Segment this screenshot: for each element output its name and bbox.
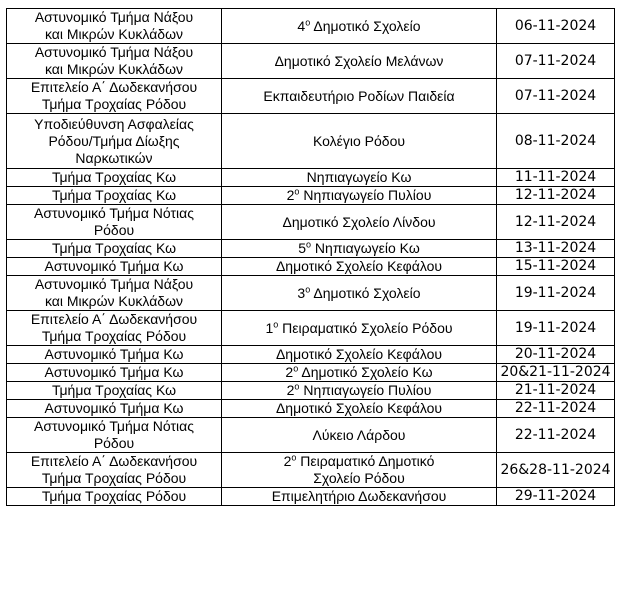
date-cell: 19-11-2024 bbox=[497, 311, 615, 346]
school-cell bbox=[222, 205, 497, 240]
police-unit-cell bbox=[7, 276, 222, 311]
police-unit-cell bbox=[7, 114, 222, 169]
police-unit-cell bbox=[7, 240, 222, 258]
date-cell: 06-11-2024 bbox=[497, 9, 615, 44]
date-cell: 07-11-2024 bbox=[497, 79, 615, 114]
school-cell bbox=[222, 346, 497, 364]
date-cell: 26&28-11-2024 bbox=[497, 453, 615, 488]
school-name-text: Δημοτικό Σχολείο Κω bbox=[298, 364, 433, 380]
police-unit-line: Αστυνομικό Τμήμα Νάξου bbox=[34, 276, 194, 292]
school-name bbox=[225, 320, 493, 337]
police-unit-line: Επιτελείο Α΄ Δωδεκανήσου bbox=[30, 453, 198, 469]
police-unit-cell bbox=[7, 346, 222, 364]
date-cell: 12-11-2024 bbox=[497, 187, 615, 205]
school-name bbox=[225, 382, 493, 399]
school-name bbox=[225, 285, 493, 302]
school-cell bbox=[222, 9, 497, 44]
school-name bbox=[225, 240, 493, 257]
school-ordinal-suffix: ο bbox=[294, 381, 300, 392]
school-cell bbox=[222, 240, 497, 258]
school-ordinal-number: 2 bbox=[286, 382, 295, 398]
table-row bbox=[7, 418, 615, 453]
date-cell: 11-11-2024 bbox=[497, 169, 615, 187]
school-cell bbox=[222, 44, 497, 79]
police-unit-line: Ναρκωτικών bbox=[75, 149, 153, 166]
police-unit-line: Τμήμα Τροχαίας Ρόδου bbox=[41, 328, 187, 344]
school-name-text: Επιμελητήριο Δωδεκανήσου bbox=[271, 488, 447, 504]
police-unit-cell bbox=[7, 418, 222, 453]
schedule-table bbox=[6, 8, 615, 506]
table-row bbox=[7, 400, 615, 418]
police-unit-line: Τμήμα Τροχαίας Ρόδου bbox=[41, 96, 187, 112]
police-unit-line: και Μικρών Κυκλάδων bbox=[44, 61, 184, 77]
school-ordinal-suffix: ο bbox=[291, 452, 297, 463]
table-row bbox=[7, 276, 615, 311]
police-unit-line: Αστυνομικό Τμήμα Κω bbox=[44, 400, 184, 416]
date-cell: 08-11-2024 bbox=[497, 114, 615, 169]
school-name bbox=[225, 214, 493, 231]
table-row bbox=[7, 346, 615, 364]
school-cell bbox=[222, 382, 497, 400]
police-unit-line: Τμήμα Τροχαίας Κω bbox=[51, 382, 177, 398]
school-ordinal-suffix: ο bbox=[273, 318, 279, 329]
table-row bbox=[7, 453, 615, 488]
school-name-text: Εκπαιδευτήριο Ροδίων Παιδεία bbox=[263, 87, 455, 104]
police-unit-line: και Μικρών Κυκλάδων bbox=[44, 26, 184, 42]
school-ordinal-number: 2 bbox=[285, 364, 294, 380]
police-unit-line: Ρόδου/Τμήμα Δίωξης bbox=[48, 132, 180, 149]
date-cell: 21-11-2024 bbox=[497, 382, 615, 400]
school-name bbox=[225, 53, 493, 70]
date-cell: 15-11-2024 bbox=[497, 258, 615, 276]
school-ordinal-number: 1 bbox=[265, 319, 274, 336]
table-row bbox=[7, 169, 615, 187]
police-unit-line: Αστυνομικό Τμήμα Κω bbox=[44, 346, 184, 362]
school-name-text: Δημοτικό Σχολείο Κεφάλου bbox=[275, 400, 443, 416]
school-name bbox=[225, 488, 493, 505]
school-name-text: Νηπιαγωγείο Πυλίου bbox=[299, 187, 432, 203]
table-row bbox=[7, 205, 615, 240]
police-unit-line: Αστυνομικό Τμήμα Κω bbox=[44, 258, 184, 274]
police-unit-line: Τμήμα Τροχαίας Κω bbox=[51, 187, 177, 203]
police-unit-line: Τμήμα Τροχαίας Ρόδου bbox=[41, 488, 187, 504]
table-row bbox=[7, 258, 615, 276]
school-name-text: Πειραματικό Σχολείο Ρόδου bbox=[278, 319, 453, 336]
school-name-text: Δημοτικό Σχολείο bbox=[310, 284, 421, 301]
date-cell: 19-11-2024 bbox=[497, 276, 615, 311]
date-cell: 29-11-2024 bbox=[497, 488, 615, 506]
school-name-text: Νηπιαγωγείο Κω bbox=[306, 169, 412, 185]
school-name bbox=[225, 453, 493, 470]
school-name-text: Δημοτικό Σχολείο Μελάνων bbox=[274, 52, 444, 69]
police-unit-line: Τμήμα Τροχαίας Ρόδου bbox=[41, 470, 187, 486]
date-cell: 22-11-2024 bbox=[497, 400, 615, 418]
police-unit-line: Αστυνομικό Τμήμα Κω bbox=[44, 364, 184, 380]
school-name-text: Δημοτικό Σχολείο Κεφάλου bbox=[275, 258, 443, 274]
police-unit-cell bbox=[7, 9, 222, 44]
school-name bbox=[225, 400, 493, 417]
school-cell bbox=[222, 364, 497, 382]
police-unit-line: Αστυνομικό Τμήμα Νότιας bbox=[34, 205, 194, 221]
school-name-text: Λύκειο Λάρδου bbox=[312, 426, 406, 443]
school-name-text: Νηπιαγωγείο Κω bbox=[311, 240, 420, 256]
police-unit-line: Τμήμα Τροχαίας Κω bbox=[51, 240, 177, 256]
school-name-text: Κολέγιο Ρόδου bbox=[312, 132, 406, 149]
date-cell: 20&21-11-2024 bbox=[497, 364, 615, 382]
police-unit-line: Επιτελείο Α΄ Δωδεκανήσου bbox=[30, 311, 198, 327]
police-unit-cell bbox=[7, 258, 222, 276]
police-unit-cell bbox=[7, 205, 222, 240]
table-row bbox=[7, 382, 615, 400]
school-name bbox=[225, 364, 493, 381]
schedule-table-body bbox=[7, 9, 615, 506]
date-cell: 07-11-2024 bbox=[497, 44, 615, 79]
school-name bbox=[225, 346, 493, 363]
table-row bbox=[7, 240, 615, 258]
police-unit-line: Επιτελείο Α΄ Δωδεκανήσου bbox=[30, 79, 198, 95]
school-cell bbox=[222, 276, 497, 311]
school-name-text: Δημοτικό Σχολείο Λίνδου bbox=[282, 213, 436, 230]
school-ordinal-number: 2 bbox=[283, 453, 292, 469]
police-unit-cell bbox=[7, 169, 222, 187]
school-name-text: Δημοτικό Σχολείο Κεφάλου bbox=[275, 346, 443, 362]
date-cell: 13-11-2024 bbox=[497, 240, 615, 258]
school-ordinal-number: 3 bbox=[297, 284, 306, 301]
school-cell bbox=[222, 311, 497, 346]
school-ordinal-suffix: ο bbox=[306, 239, 312, 250]
school-name bbox=[225, 187, 493, 204]
table-row bbox=[7, 311, 615, 346]
police-unit-cell bbox=[7, 382, 222, 400]
police-unit-line: Αστυνομικό Τμήμα Νότιας bbox=[34, 418, 194, 434]
police-unit-cell bbox=[7, 44, 222, 79]
school-ordinal-suffix: ο bbox=[294, 186, 300, 197]
police-unit-line: Τμήμα Τροχαίας Κω bbox=[51, 169, 177, 185]
school-name bbox=[225, 133, 493, 150]
school-name-text: Νηπιαγωγείο Πυλίου bbox=[299, 382, 432, 398]
police-unit-line: Αστυνομικό Τμήμα Νάξου bbox=[34, 9, 194, 25]
table-row bbox=[7, 187, 615, 205]
school-ordinal-suffix: ο bbox=[305, 16, 311, 27]
table-row bbox=[7, 364, 615, 382]
school-ordinal-number: 5 bbox=[298, 240, 307, 256]
table-row bbox=[7, 79, 615, 114]
table-row bbox=[7, 488, 615, 506]
school-name bbox=[225, 18, 493, 35]
school-name-text: Πειραματικό Δημοτικό bbox=[296, 453, 435, 469]
police-unit-line: Αστυνομικό Τμήμα Νάξου bbox=[34, 44, 194, 60]
police-unit-line: και Μικρών Κυκλάδων bbox=[44, 293, 184, 309]
school-cell bbox=[222, 79, 497, 114]
police-unit-line: Ρόδου bbox=[93, 435, 135, 451]
school-cell bbox=[222, 187, 497, 205]
table-row bbox=[7, 9, 615, 44]
school-name-text: Δημοτικό Σχολείο bbox=[310, 17, 421, 34]
school-cell bbox=[222, 258, 497, 276]
police-unit-cell bbox=[7, 453, 222, 488]
table-row bbox=[7, 44, 615, 79]
police-unit-line: Υποδιεύθυνση Ασφαλείας bbox=[34, 115, 194, 132]
police-unit-cell bbox=[7, 400, 222, 418]
police-unit-cell bbox=[7, 311, 222, 346]
school-cell bbox=[222, 400, 497, 418]
school-name-line-2: Σχολείο Ρόδου bbox=[313, 470, 405, 486]
school-name bbox=[225, 258, 493, 275]
school-cell bbox=[222, 453, 497, 488]
school-ordinal-number: 2 bbox=[286, 187, 295, 203]
police-unit-cell bbox=[7, 488, 222, 506]
school-ordinal-suffix: ο bbox=[293, 363, 299, 374]
school-name bbox=[225, 88, 493, 105]
date-cell: 12-11-2024 bbox=[497, 205, 615, 240]
school-ordinal-number: 4 bbox=[297, 17, 306, 34]
date-cell: 20-11-2024 bbox=[497, 346, 615, 364]
police-unit-cell bbox=[7, 187, 222, 205]
school-cell bbox=[222, 418, 497, 453]
school-ordinal-suffix: ο bbox=[305, 283, 311, 294]
school-cell bbox=[222, 169, 497, 187]
school-cell bbox=[222, 114, 497, 169]
school-name bbox=[225, 427, 493, 444]
police-unit-cell bbox=[7, 364, 222, 382]
school-name bbox=[225, 169, 493, 186]
school-cell bbox=[222, 488, 497, 506]
table-row bbox=[7, 114, 615, 169]
date-cell: 22-11-2024 bbox=[497, 418, 615, 453]
police-unit-line: Ρόδου bbox=[93, 222, 135, 238]
police-unit-cell bbox=[7, 79, 222, 114]
